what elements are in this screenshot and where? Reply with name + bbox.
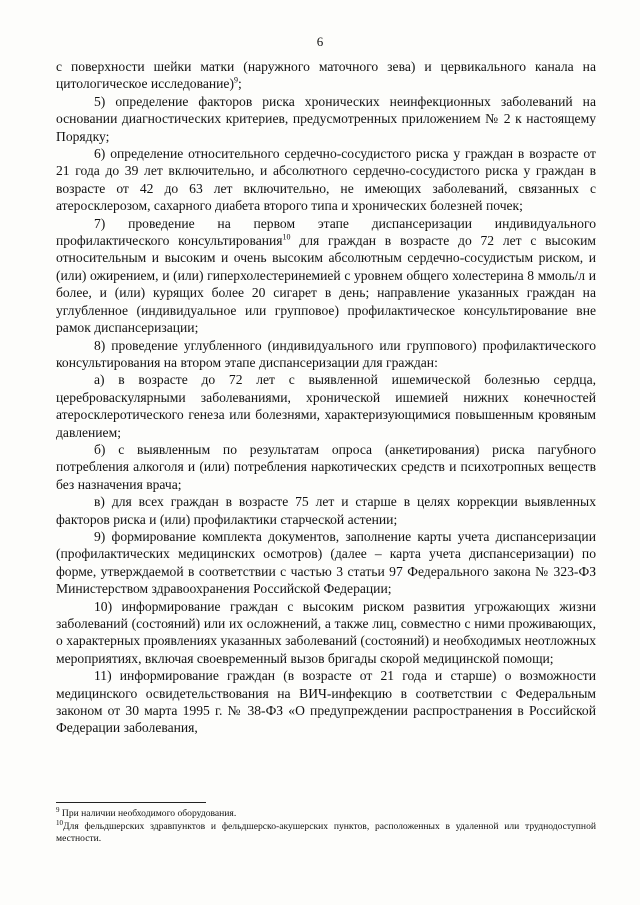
paragraph-item-8a: а) в возрасте до 72 лет с выявленной ишемической болезнью сердца, цереброваскулярными заболеваниями, хронической ишемией нижних конечностей атеросклеротического генеза или болезнями, характеризующимися повышенным кровяным давлением; bbox=[56, 372, 596, 440]
paragraph-item-7: 7) проведение на первом этапе диспансеризации индивидуального профилактического консультирования$^{10}$ для граждан в возрасте до 72 лет с высоким относительным и высоким и очень высоким абсолютным сердечно-сосудистым риском, и (или) ожирением, и (или) гиперхолестеринемией с уровнем общего холестерина 8 ммоль/л и более, и (или) курящих более 20 сигарет в день; направление указанных граждан на углубленное (индивидуальное или групповое) профилактическое консультирование вне рамок диспансеризации; bbox=[56, 215, 596, 336]
paragraph-item-8v: в) для всех граждан в возрасте 75 лет и старше в целях коррекции выявленных факторов риска и (или) профилактики старческой астении; bbox=[56, 494, 596, 527]
footnote-9: $^9$ При наличии необходимого оборудования. bbox=[56, 805, 237, 819]
paragraph-item-8: 8) проведение углубленного (индивидуального или группового) профилактического консультирования на втором этапе диспансеризации для граждан: bbox=[56, 337, 596, 370]
footnote-ref-9: 9 bbox=[234, 75, 238, 85]
footnote-ref-10: 10 bbox=[282, 232, 291, 242]
footnote-divider bbox=[56, 802, 206, 803]
body-text bbox=[56, 58, 596, 737]
paragraph-item-11: 11) информирование граждан (в возрасте от 21 года и старше) о возможности медицинского освидетельствования на ВИЧ-инфекцию в соответствии с Федеральным законом от 30 марта 1995 г. № 38-ФЗ «О предупреждении распространения в Российской Федерации заболевания, bbox=[56, 668, 596, 736]
paragraph-item-8b: б) с выявленным по результатам опроса (анкетирования) риска пагубного потребления алкоголя и (или) потребления наркотических средств и психотропных веществ без назначения врача; bbox=[56, 441, 596, 492]
paragraph-item-5: 5) определение факторов риска хронических неинфекционных заболеваний на основании диагностических критериев, предусмотренных приложением № 2 к настоящему Порядку; bbox=[56, 93, 596, 144]
footnotes bbox=[56, 805, 596, 846]
paragraph-item-10: 10) информирование граждан с высоким риском развития угрожающих жизни заболеваний (состояний) или их осложнений, а также лиц, совместно с ними проживающих, о характерных проявлениях указанных заболеваний (состояний) и необходимых неотложных мероприятиях, включая своевременный вызов бригады скорой медицинской помощи; bbox=[56, 598, 596, 666]
paragraph-item-6: 6) определение относительного сердечно-сосудистого риска у граждан в возрасте от 21 года до 39 лет включительно, и абсолютного сердечно-сосудистого риска у граждан в возрасте от 42 до 63 лет включительно, не имеющих заболеваний, связанных с атеросклерозом, сахарного диабета второго типа и хронических болезней почек; bbox=[56, 146, 596, 214]
paragraph-continuation: с поверхности шейки матки (наружного маточного зева) и цервикального канала на цитологическое исследование)$^9$; bbox=[56, 59, 596, 92]
paragraph-item-9: 9) формирование комплекта документов, заполнение карты учета диспансеризации (профилактических медицинских осмотров) (далее – карта учета диспансеризации) по форме, утверждаемой в соответствии с частью 3 статьи 97 Федерального закона № 323-ФЗ Министерством здравоохранения Российской Федерации; bbox=[56, 528, 596, 597]
footnote-10: $^{10}$Для фельдшерских здравпунктов и фельдшерско-акушерских пунктов, расположенных в удаленной или труднодоступной местности. bbox=[56, 818, 596, 844]
page-number: 6 bbox=[316, 34, 324, 49]
